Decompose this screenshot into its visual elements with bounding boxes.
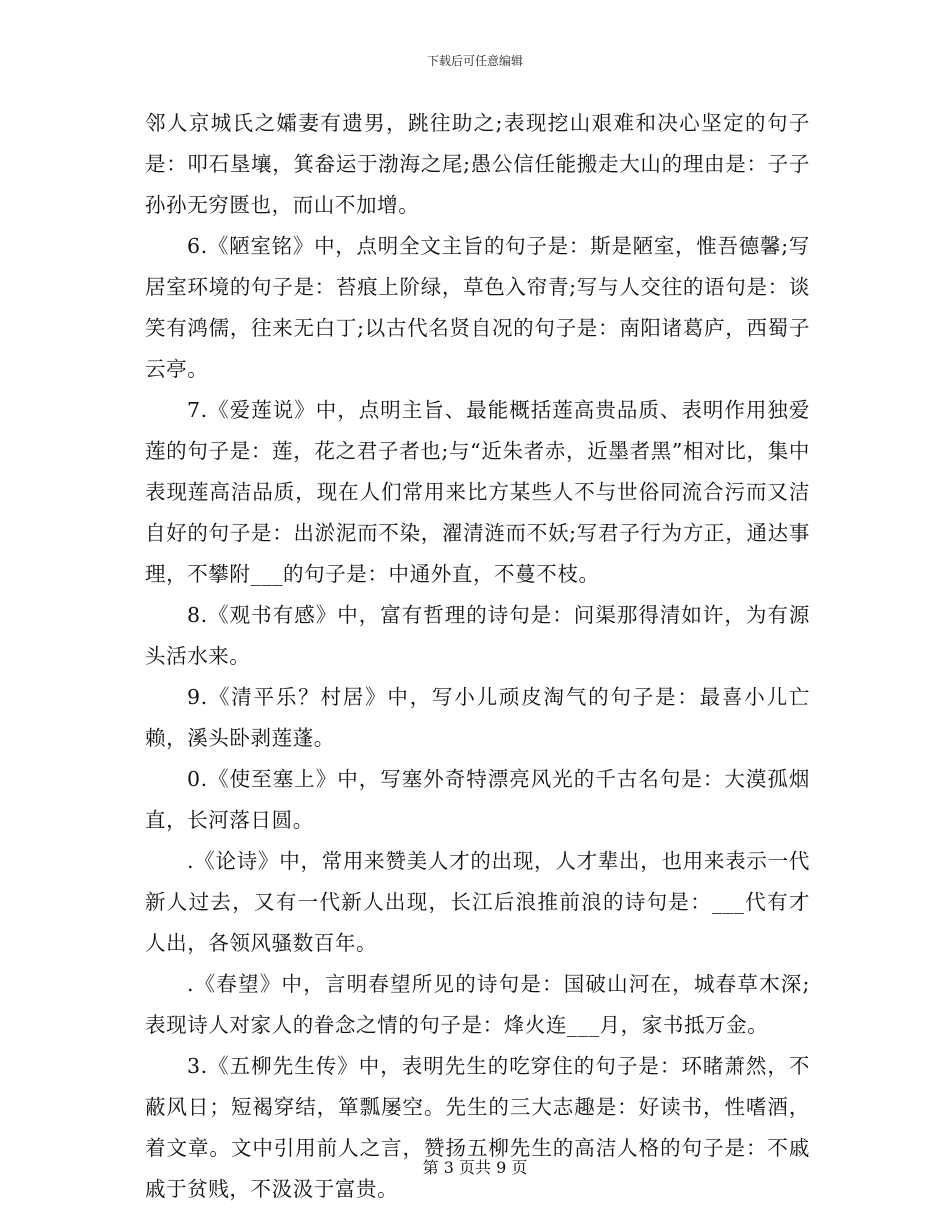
paragraph-item-11: .《论诗》中，常用来赞美人才的出现，人才辈出，也用来表示一代新人过去，又有一代新人出现，长江后浪推前浪的诗句是：___代有才人出，各领风骚数百年。 bbox=[145, 849, 810, 955]
paragraph-item-13: 3.《五柳先生传》中，表明先生的吃穿住的句子是：环睹萧然，不蔽风日；短褐穿结，箪瓢屡空。先生的三大志趣是：好读书，性嗜酒，着文章。文中引用前人之言，赞扬五柳先生的高洁人格的句子是：不戚戚于贫贱，不汲汲于富贵。 bbox=[145, 1054, 810, 1201]
paragraph-item-9: 9.《清平乐？村居》中，写小儿顽皮淘气的句子是：最喜小儿亡赖，溪头卧剥莲蓬。 bbox=[145, 685, 810, 750]
paragraph-yugong-continued: 邻人京城氏之孀妻有遗男，跳往助之;表现挖山艰难和决心坚定的句子是：叩石垦壤，箕畚运于渤海之尾;愚公信任能搬走大山的理由是：子子孙孙无穷匮也，而山不加增。 bbox=[145, 111, 810, 217]
paragraph-item-7: 7.《爱莲说》中，点明主旨、最能概括莲高贵品质、表明作用独爱莲的句子是：莲，花之君子者也;与“近朱者赤，近墨者黑”相对比，集中表现莲高洁品质，现在人们常用来比方某些人不与世俗同流合污而又洁自好的句子是：出淤泥而不染，濯清涟而不妖;写君子行为方正，通达事理，不攀附___的句子是：中通外直，不蔓不枝。 bbox=[145, 398, 810, 586]
page-number: 第 3 页共 9 页 bbox=[422, 1158, 528, 1177]
paragraph-item-8: 8.《观书有感》中，富有哲理的诗句是：问渠那得清如许，为有源头活水来。 bbox=[145, 603, 810, 668]
paragraph-item-10: 0.《使至塞上》中，写塞外奇特漂亮风光的千古名句是：大漠孤烟直，长河落日圆。 bbox=[145, 767, 810, 832]
paragraph-item-12: .《春望》中，言明春望所见的诗句是：国破山河在，城春草木深;表现诗人对家人的眷念之情的句子是：烽火连___月，家书抵万金。 bbox=[145, 972, 810, 1037]
page-header: 下载后可任意编辑 bbox=[426, 54, 523, 68]
document-body bbox=[145, 103, 810, 1210]
paragraph-item-6: 6.《陋室铭》中，点明全文主旨的句子是：斯是陋室，惟吾德馨;写居室环境的句子是：苔痕上阶绿，草色入帘青;写与人交往的语句是：谈笑有鸿儒，往来无白丁;以古代名贤自况的句子是：南阳诸葛庐，西蜀子云亭。 bbox=[145, 234, 810, 381]
